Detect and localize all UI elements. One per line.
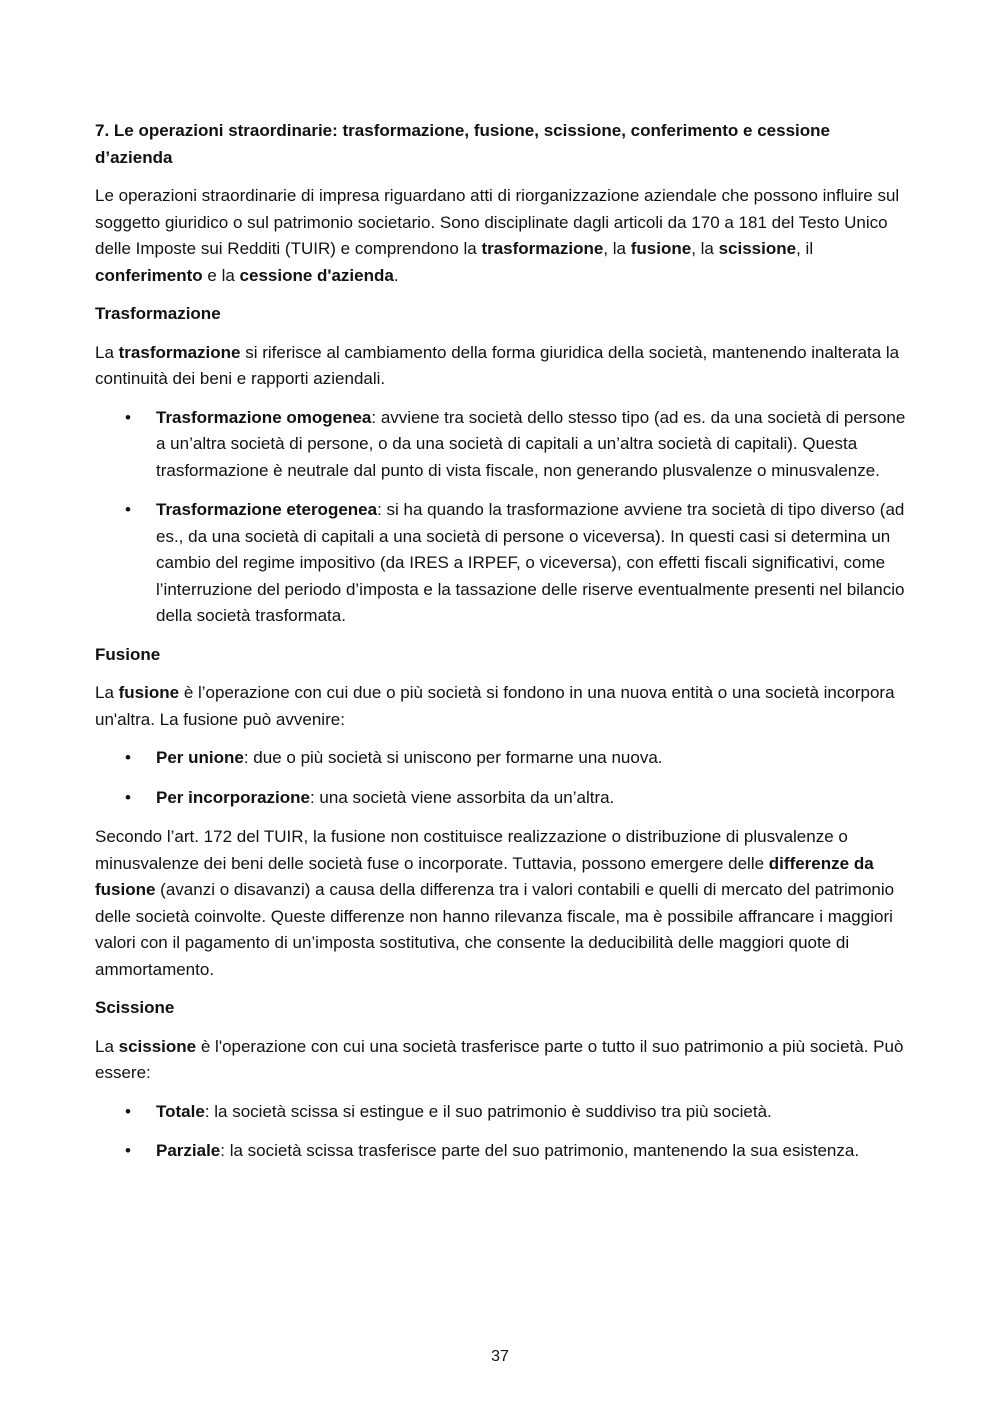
subheading-trasformazione: Trasformazione — [95, 304, 221, 323]
list-item-text: : una società viene assorbita da un’altra. — [309, 787, 615, 807]
list-item-label: Totale — [156, 1101, 205, 1121]
subheading-fusione: Fusione — [95, 644, 161, 664]
text-run: Secondo l’art. 172 del TUIR, la fusione non costituisce realizzazione o distribuzione di plusvalenze o minusvalenze dei beni delle società fuse o incorporate. Tuttavia, possono emergere delle — [95, 827, 848, 873]
text-run: La — [95, 1036, 119, 1056]
fusione-paragraph — [95, 680, 910, 733]
list-item-text: : la società scissa si estingue e il suo patrimonio è suddiviso tra più società. — [204, 1101, 772, 1121]
bullet-icon: • — [125, 407, 131, 427]
list-item — [95, 785, 910, 812]
page-number: 37 — [491, 1348, 509, 1365]
text-run: (avanzi o disavanzi) a causa della differenza tra i valori contabili e quelli di mercato del patrimonio delle società coinvolte. Queste differenze non hanno rilevanza fiscale, ma è possibile affrancare i maggiori valori con il pagamento di un’imposta sostitutiva, che consente la deducibilità delle maggiori quote di ammortamento. — [95, 880, 895, 979]
list-item-label: Per unione — [156, 748, 244, 767]
list-item-text: : la società scissa trasferisce parte del suo patrimonio, mantenendo la sua esistenza. — [220, 1141, 860, 1160]
bullet-icon: • — [125, 748, 131, 767]
list-item-text: : due o più società si uniscono per formarne una nuova. — [243, 748, 663, 767]
text-run: La — [95, 342, 119, 362]
list-item — [95, 1138, 910, 1165]
trasformazione-list — [95, 405, 910, 630]
bullet-icon: • — [125, 1101, 131, 1121]
text-run: Le operazioni straordinarie di impresa riguardano atti di riorganizzazione aziendale che possono influire sul soggetto giuridico o sul patrimonio societario. Sono disciplinate dagli articoli da 170 a 181 del Testo Unico delle Imposte sui Redditi (TUIR) e comprendono la — [95, 186, 900, 258]
bold-term: scissione — [718, 239, 797, 258]
list-item — [95, 745, 910, 772]
scissione-paragraph — [95, 1034, 910, 1087]
text-run: La — [95, 683, 119, 702]
bold-term: conferimento — [95, 265, 203, 285]
text-run: e la — [202, 265, 240, 285]
list-item-text: : avviene tra società dello stesso tipo (ad es. da una società di persone a un’altra società di persone, o da una società di capitali a un’altra società di capitali). Questa trasformazione è neutrale dal punto di vista fiscale, non generando plusvalenze o minusvalenze. — [156, 407, 906, 480]
list-item-label: Trasformazione omogenea — [156, 407, 372, 427]
subheading-scissione: Scissione — [95, 998, 175, 1017]
bold-term: differenze da fusione — [95, 853, 874, 899]
list-item — [95, 1099, 910, 1126]
list-item-label: Per incorporazione — [156, 787, 310, 807]
scissione-list — [95, 1099, 910, 1165]
text-run: , il — [796, 239, 814, 258]
page-content — [95, 118, 910, 1178]
text-run: , la — [603, 239, 631, 258]
fusione-list — [95, 745, 910, 811]
text-run: . — [393, 265, 399, 285]
section-heading: 7. Le operazioni straordinarie: trasformazione, fusione, scissione, conferimento e cessione d’azienda — [95, 121, 830, 167]
text-run: è l’operazione con cui due o più società si fondono in una nuova entità o una società incorpora un'altra. La fusione può avvenire: — [95, 683, 895, 729]
list-item-label: Trasformazione eterogenea — [156, 500, 378, 519]
bold-term: fusione — [630, 239, 692, 258]
trasformazione-paragraph — [95, 340, 910, 393]
text-run: , la — [691, 239, 719, 258]
intro-paragraph — [95, 183, 910, 289]
bullet-icon: • — [125, 1141, 131, 1160]
bold-term: trasformazione — [481, 239, 604, 258]
bullet-icon: • — [125, 500, 131, 519]
text-run: si riferisce al cambiamento della forma giuridica della società, mantenendo inalterata la continuità dei beni e rapporti aziendali. — [95, 342, 900, 388]
bullet-icon: • — [125, 787, 131, 807]
list-item — [95, 497, 910, 630]
list-item — [95, 405, 910, 485]
text-run: è l'operazione con cui una società trasferisce parte o tutto il suo patrimonio a più società. Può essere: — [95, 1036, 904, 1082]
bold-term: trasformazione — [118, 342, 241, 362]
bold-term: fusione — [118, 683, 180, 702]
fusione-detail-paragraph — [95, 824, 910, 983]
bold-term: scissione — [118, 1036, 197, 1056]
bold-term: cessione d'azienda — [239, 265, 394, 285]
list-item-text: : si ha quando la trasformazione avviene tra società di tipo diverso (ad es., da una società di capitali a una società di persone o viceversa). In questi casi si determina un cambio del regime impositivo (da IRES a IRPEF, o viceversa), con effetti fiscali significativi, come l’interruzione del periodo d’imposta e la tassazione delle riserve eventualmente presenti nel bilancio della società trasformata. — [156, 500, 905, 625]
list-item-label: Parziale — [156, 1141, 221, 1160]
